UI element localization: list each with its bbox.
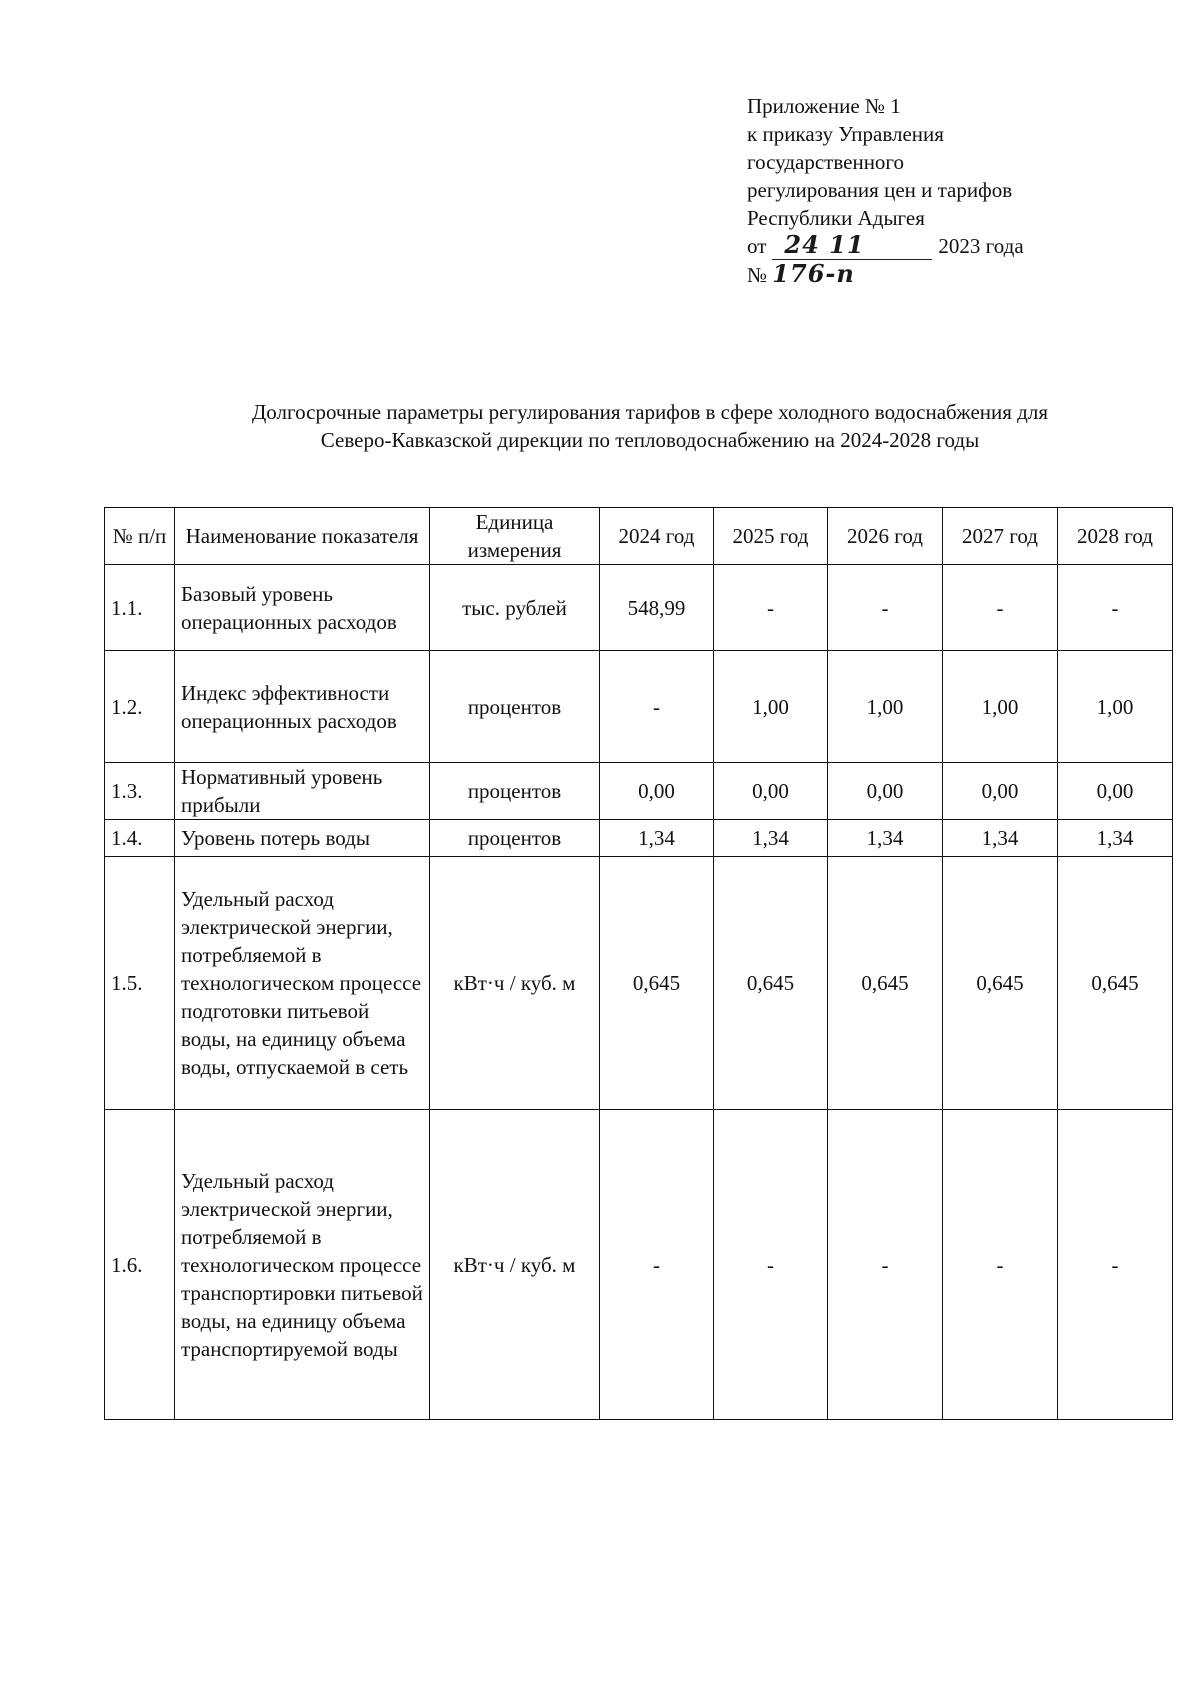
approval-line-3: государственного — [747, 150, 905, 174]
row-num: 1.4. — [105, 820, 175, 857]
table-row — [105, 1110, 1173, 1420]
header-2027: 2027 год — [943, 508, 1058, 565]
approval-line-4: регулирования цен и тарифов — [747, 178, 1013, 202]
header-name: Наименование показателя — [175, 508, 430, 565]
row-value-2027: - — [943, 565, 1058, 651]
row-value-2025: 1,34 — [714, 820, 828, 857]
date-prefix: от — [747, 234, 767, 258]
title-line-1: Долгосрочные параметры регулирования тарифов в сфере холодного водоснабжения для — [251, 400, 1048, 424]
row-name: Индекс эффективности операционных расходов — [175, 651, 430, 763]
approval-line-2: к приказу Управления — [747, 122, 944, 146]
table-row — [105, 651, 1173, 763]
row-value-2026: 1,00 — [828, 651, 943, 763]
header-2025: 2025 год — [714, 508, 828, 565]
row-value-2025: 0,645 — [714, 857, 828, 1110]
row-value-2024: 0,645 — [600, 857, 714, 1110]
header-unit: Единица измерения — [430, 508, 600, 565]
row-unit: кВт·ч / куб. м — [430, 857, 600, 1110]
row-value-2027: 0,00 — [943, 763, 1058, 820]
row-unit: процентов — [430, 651, 600, 763]
table-row — [105, 820, 1173, 857]
title-line-2: Северо-Кавказской дирекции по тепловодоснабжению на 2024-2028 годы — [320, 428, 980, 452]
row-num: 1.5. — [105, 857, 175, 1110]
row-value-2024: 548,99 — [600, 565, 714, 651]
table-header-row — [105, 508, 1173, 565]
row-name: Удельный расход электрической энергии, потребляемой в технологическом процессе подготовки питьевой воды, на единицу объема воды, отпускаемой в сеть — [175, 857, 430, 1110]
row-value-2028: 1,34 — [1058, 820, 1173, 857]
row-value-2026: 0,645 — [828, 857, 943, 1110]
row-value-2026: 1,34 — [828, 820, 943, 857]
header-2026: 2026 год — [828, 508, 943, 565]
row-value-2024: - — [600, 1110, 714, 1420]
row-value-2024: - — [600, 651, 714, 763]
approval-block — [747, 92, 1107, 289]
row-value-2026: - — [828, 565, 943, 651]
number-prefix: № — [747, 263, 768, 287]
row-value-2026: 0,00 — [828, 763, 943, 820]
row-value-2025: - — [714, 565, 828, 651]
row-value-2027: 1,00 — [943, 651, 1058, 763]
row-value-2025: 1,00 — [714, 651, 828, 763]
row-value-2026: - — [828, 1110, 943, 1420]
approval-line-1: Приложение № 1 — [747, 94, 901, 118]
number-handwritten: 176-п — [772, 259, 855, 288]
date-suffix: 2023 года — [938, 234, 1024, 258]
table-row — [105, 857, 1173, 1110]
row-value-2027: 1,34 — [943, 820, 1058, 857]
row-value-2028: 0,00 — [1058, 763, 1173, 820]
row-unit: тыс. рублей — [430, 565, 600, 651]
row-num: 1.6. — [105, 1110, 175, 1420]
row-value-2027: - — [943, 1110, 1058, 1420]
row-num: 1.3. — [105, 763, 175, 820]
parameters-table — [104, 507, 1173, 1420]
row-value-2025: - — [714, 1110, 828, 1420]
approval-line-5: Республики Адыгея — [747, 206, 925, 230]
row-value-2028: - — [1058, 565, 1173, 651]
row-num: 1.1. — [105, 565, 175, 651]
row-name: Базовый уровень операционных расходов — [175, 565, 430, 651]
document-title — [130, 398, 1170, 454]
table-row — [105, 763, 1173, 820]
row-unit: процентов — [430, 820, 600, 857]
header-2028: 2028 год — [1058, 508, 1173, 565]
row-value-2027: 0,645 — [943, 857, 1058, 1110]
header-2024: 2024 год — [600, 508, 714, 565]
row-unit: процентов — [430, 763, 600, 820]
row-value-2025: 0,00 — [714, 763, 828, 820]
row-value-2024: 1,34 — [600, 820, 714, 857]
approval-date — [747, 232, 1107, 260]
row-value-2028: 1,00 — [1058, 651, 1173, 763]
approval-number — [747, 260, 1107, 289]
row-name: Удельный расход электрической энергии, потребляемой в технологическом процессе транспортировки питьевой воды, на единицу объема транспортируемой воды — [175, 1110, 430, 1420]
row-name: Нормативный уровень прибыли — [175, 763, 430, 820]
row-value-2028: - — [1058, 1110, 1173, 1420]
date-handwritten: 24 11 — [784, 230, 865, 259]
row-name: Уровень потерь воды — [175, 820, 430, 857]
row-num: 1.2. — [105, 651, 175, 763]
row-value-2028: 0,645 — [1058, 857, 1173, 1110]
table-row — [105, 565, 1173, 651]
row-value-2024: 0,00 — [600, 763, 714, 820]
header-num: № п/п — [105, 508, 175, 565]
row-unit: кВт·ч / куб. м — [430, 1110, 600, 1420]
